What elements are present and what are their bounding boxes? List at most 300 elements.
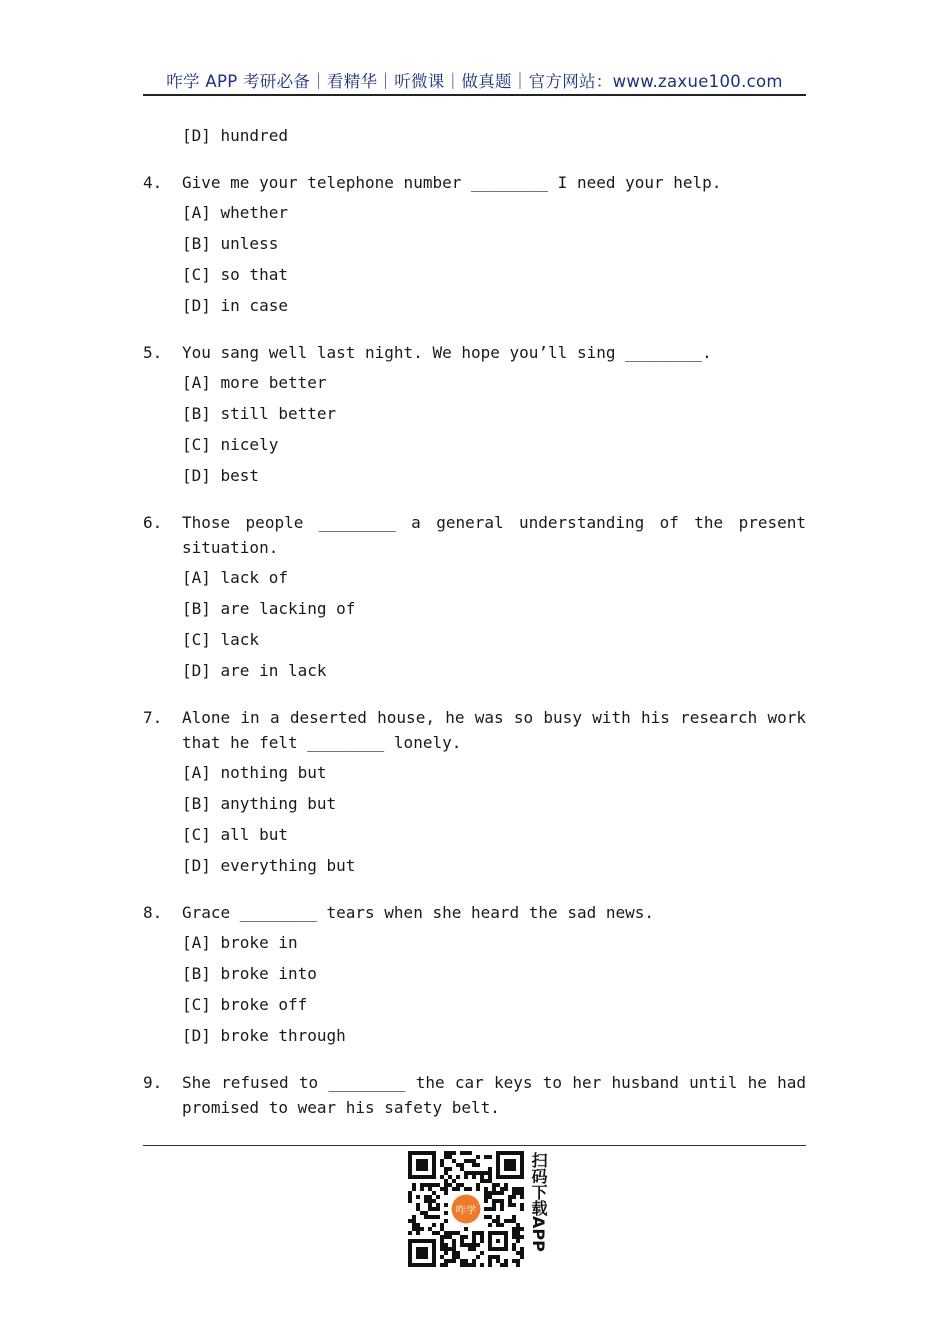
- qr-module: [452, 1151, 456, 1155]
- qr-module: [428, 1183, 432, 1187]
- qr-module: [500, 1263, 504, 1267]
- qr-module: [516, 1227, 520, 1231]
- options: [143, 757, 806, 881]
- qr-module: [428, 1187, 432, 1191]
- qr-module: [500, 1187, 504, 1191]
- qr-module: [440, 1187, 444, 1191]
- qr-module: [512, 1203, 516, 1207]
- question-5: [143, 340, 806, 491]
- qr-module: [476, 1155, 480, 1159]
- qr-module: [488, 1223, 492, 1227]
- qr-module: [484, 1179, 488, 1183]
- qr-module: [436, 1207, 440, 1211]
- qr-module: [492, 1187, 496, 1191]
- qr-module: [520, 1247, 524, 1251]
- qr-module: [464, 1159, 468, 1163]
- qr-code-icon: [408, 1151, 524, 1267]
- qr-module: [440, 1223, 444, 1227]
- option-c: [C] lack: [182, 630, 260, 649]
- qr-module: [500, 1207, 504, 1211]
- qr-module: [416, 1195, 420, 1199]
- qr-module: [452, 1255, 456, 1259]
- qr-module: [496, 1199, 500, 1203]
- qr-module: [512, 1215, 516, 1219]
- option-b: [B] broke into: [182, 964, 317, 983]
- question-stem: [143, 705, 806, 755]
- qr-module: [476, 1187, 480, 1191]
- qr-module: [464, 1243, 468, 1247]
- qr-module: [520, 1203, 524, 1207]
- option-b: [B] still better: [182, 404, 337, 423]
- qr-module: [432, 1207, 436, 1211]
- option: [D] hundred: [182, 126, 288, 145]
- qr-module: [476, 1255, 480, 1259]
- option-b: [B] anything but: [182, 794, 337, 813]
- qr-module: [488, 1171, 492, 1175]
- qr-module: [516, 1187, 520, 1191]
- question-number: 5.: [143, 343, 163, 362]
- qr-module: [452, 1251, 456, 1255]
- qr-module: [472, 1163, 476, 1167]
- qr-module: [484, 1155, 488, 1159]
- question-list: [143, 120, 806, 1120]
- qr-module: [492, 1199, 496, 1203]
- qr-module: [520, 1187, 524, 1191]
- qr-module: [440, 1163, 444, 1167]
- qr-module: [504, 1263, 508, 1267]
- qr-module: [456, 1231, 460, 1235]
- qr-module: [456, 1163, 460, 1167]
- qr-module: [508, 1219, 512, 1223]
- qr-module: [472, 1175, 476, 1179]
- question-text: Those people ________ a general understanding of the present situation.: [182, 513, 806, 557]
- option-a: [A] nothing but: [182, 763, 327, 782]
- question-text: Alone in a deserted house, he was so busy with his research work that he felt ________ lonely.: [182, 708, 806, 752]
- qr-module: [508, 1195, 512, 1199]
- qr-module: [444, 1263, 448, 1267]
- qr-module: [444, 1187, 448, 1191]
- option-c: [C] all but: [182, 825, 288, 844]
- qr-module: [488, 1155, 492, 1159]
- qr-module: [420, 1183, 424, 1187]
- qr-module: [496, 1191, 500, 1195]
- qr-module: [468, 1247, 472, 1251]
- qr-module: [420, 1187, 424, 1191]
- options: [143, 197, 806, 321]
- qr-module: [520, 1207, 524, 1211]
- qr-module: [480, 1231, 484, 1235]
- qr-module: [416, 1231, 420, 1235]
- option-a: [A] whether: [182, 203, 288, 222]
- option-c: [C] broke off: [182, 995, 308, 1014]
- qr-module: [488, 1207, 492, 1211]
- qr-module: [448, 1155, 452, 1159]
- qr-module: [516, 1231, 520, 1235]
- question-4: [143, 170, 806, 321]
- qr-module: [504, 1259, 508, 1263]
- qr-module: [460, 1239, 464, 1243]
- qr-module: [440, 1263, 444, 1267]
- qr-module: [428, 1195, 432, 1199]
- qr-module: [444, 1167, 448, 1171]
- qr-module: [452, 1239, 456, 1243]
- qr-module: [460, 1235, 464, 1239]
- qr-module: [476, 1171, 480, 1175]
- qr-module: [444, 1191, 448, 1195]
- qr-module: [488, 1179, 492, 1183]
- option-b: [B] unless: [182, 234, 279, 253]
- qr-module: [448, 1247, 452, 1251]
- qr-module: [492, 1203, 496, 1207]
- question-number: 8.: [143, 903, 163, 922]
- qr-module: [416, 1223, 420, 1227]
- question-7: [143, 705, 806, 881]
- qr-module: [512, 1259, 516, 1263]
- qr-module: [460, 1167, 464, 1171]
- option-d: [D] are in lack: [182, 661, 327, 680]
- option-d: [D] best: [182, 466, 260, 485]
- qr-module: [512, 1219, 516, 1223]
- question-stem: [143, 340, 806, 365]
- qr-module: [460, 1163, 464, 1167]
- qr-module: [508, 1199, 512, 1203]
- qr-module: [468, 1159, 472, 1163]
- qr-module: [468, 1171, 472, 1175]
- qr-module: [480, 1251, 484, 1255]
- qr-module: [480, 1263, 484, 1267]
- qr-module: [472, 1171, 476, 1175]
- qr-module: [516, 1191, 520, 1195]
- qr-module: [464, 1187, 468, 1191]
- qr-module: [488, 1195, 492, 1199]
- qr-module: [436, 1195, 440, 1199]
- qr-module: [488, 1167, 492, 1171]
- qr-module: [448, 1183, 452, 1187]
- qr-module: [412, 1219, 416, 1223]
- qr-module: [424, 1199, 428, 1203]
- qr-module: [452, 1259, 456, 1263]
- qr-module: [512, 1247, 516, 1251]
- qr-module: [416, 1227, 420, 1231]
- qr-module: [436, 1183, 440, 1187]
- qr-module: [472, 1235, 476, 1239]
- qr-module: [440, 1247, 444, 1251]
- qr-module: [428, 1215, 432, 1219]
- qr-module: [512, 1195, 516, 1199]
- qr-module: [444, 1243, 448, 1247]
- qr-module: [464, 1259, 468, 1263]
- qr-module: [480, 1235, 484, 1239]
- option-a: [A] broke in: [182, 933, 298, 952]
- qr-module: [444, 1231, 448, 1235]
- qr-module: [504, 1187, 508, 1191]
- qr-module: [444, 1203, 448, 1207]
- qr-module: [464, 1235, 468, 1239]
- question-stem: [143, 1070, 806, 1120]
- qr-module: [472, 1263, 476, 1267]
- qr-module: [424, 1215, 428, 1219]
- app-logo-text: 咋学: [455, 1204, 477, 1217]
- question-stem: [143, 510, 806, 560]
- qr-module: [460, 1243, 464, 1247]
- qr-module: [480, 1239, 484, 1243]
- qr-module: [520, 1195, 524, 1199]
- question-number: 9.: [143, 1073, 163, 1092]
- qr-module: [484, 1199, 488, 1203]
- qr-module: [468, 1243, 472, 1247]
- qr-module: [428, 1207, 432, 1211]
- qr-module: [448, 1231, 452, 1235]
- qr-module: [464, 1263, 468, 1267]
- qr-module: [468, 1187, 472, 1191]
- qr-module: [460, 1183, 464, 1187]
- qr-module: [492, 1207, 496, 1211]
- qr-module: [408, 1199, 412, 1203]
- qr-module: [516, 1251, 520, 1255]
- qr-module: [512, 1191, 516, 1195]
- qr-module: [496, 1219, 500, 1223]
- qr-module: [452, 1243, 456, 1247]
- question-9: [143, 1070, 806, 1120]
- qr-module: [452, 1179, 456, 1183]
- qr-module: [440, 1243, 444, 1247]
- qr-module: [512, 1227, 516, 1231]
- qr-module: [520, 1235, 524, 1239]
- qr-module: [456, 1183, 460, 1187]
- qr-module: [452, 1159, 456, 1163]
- qr-module: [488, 1191, 492, 1195]
- qr-module: [492, 1219, 496, 1223]
- qr-module: [448, 1235, 452, 1239]
- qr-module: [516, 1239, 520, 1243]
- qr-module: [412, 1183, 416, 1187]
- qr-module: [420, 1211, 424, 1215]
- qr-module: [444, 1247, 448, 1251]
- option-a: [A] more better: [182, 373, 327, 392]
- option-d: [D] in case: [182, 296, 288, 315]
- qr-module: [500, 1191, 504, 1195]
- qr-module: [488, 1263, 492, 1267]
- qr-module: [416, 1207, 420, 1211]
- option-b: [B] are lacking of: [182, 599, 356, 618]
- option-d: [D] broke through: [182, 1026, 346, 1045]
- qr-module: [460, 1263, 464, 1267]
- qr-module: [476, 1163, 480, 1167]
- question-number: 6.: [143, 513, 163, 532]
- option-c: [C] nicely: [182, 435, 279, 454]
- question-number: 4.: [143, 173, 163, 192]
- qr-module: [476, 1183, 480, 1187]
- question-6: [143, 510, 806, 686]
- qr-module: [436, 1231, 440, 1235]
- qr-module: [492, 1255, 496, 1259]
- qr-module: [452, 1247, 456, 1251]
- qr-module: [480, 1171, 484, 1175]
- qr-module: [484, 1195, 488, 1199]
- option-d: [D] everything but: [182, 856, 356, 875]
- qr-module: [496, 1223, 500, 1227]
- options: [143, 562, 806, 686]
- qr-module: [444, 1183, 448, 1187]
- question-text: Give me your telephone number ________ I need your help.: [182, 173, 722, 192]
- qr-code[interactable]: [408, 1151, 524, 1267]
- qr-module: [448, 1167, 452, 1171]
- qr-module: [484, 1207, 488, 1211]
- qr-caption: 扫码下载APP: [529, 1152, 548, 1252]
- qr-module: [504, 1183, 508, 1187]
- qr-module: [516, 1223, 520, 1227]
- qr-module: [484, 1191, 488, 1195]
- qr-module: [408, 1191, 412, 1195]
- question-number: 7.: [143, 708, 163, 727]
- qr-module: [464, 1227, 468, 1231]
- qr-module: [516, 1235, 520, 1239]
- qr-module: [432, 1191, 436, 1195]
- qr-module: [456, 1251, 460, 1255]
- qr-module: [444, 1219, 448, 1223]
- qr-module: [488, 1215, 492, 1219]
- qr-module: [440, 1255, 444, 1259]
- qr-module: [452, 1187, 456, 1191]
- qr-module: [492, 1191, 496, 1195]
- question-stem: [143, 170, 806, 195]
- qr-module: [452, 1231, 456, 1235]
- qr-module: [440, 1239, 444, 1243]
- qr-module: [516, 1259, 520, 1263]
- qr-module: [472, 1159, 476, 1163]
- qr-module: [468, 1263, 472, 1267]
- qr-module: [428, 1227, 432, 1231]
- qr-module: [500, 1223, 504, 1227]
- qr-module: [428, 1203, 432, 1207]
- qr-module: [472, 1231, 476, 1235]
- qr-module: [504, 1219, 508, 1223]
- qr-module: [460, 1259, 464, 1263]
- qr-module: [500, 1199, 504, 1203]
- prev-question-tail: [143, 120, 806, 151]
- qr-module: [428, 1199, 432, 1203]
- qr-module: [484, 1171, 488, 1175]
- qr-module: [412, 1223, 416, 1227]
- qr-module: [484, 1215, 488, 1219]
- qr-module: [408, 1219, 412, 1223]
- header-text: 咋学 APP 考研必备｜看精华｜听微课｜做真题｜官方网站：www.zaxue100.com: [166, 72, 783, 91]
- qr-module: [440, 1159, 444, 1163]
- qr-module: [448, 1151, 452, 1155]
- qr-module: [444, 1151, 448, 1155]
- qr-module: [436, 1203, 440, 1207]
- qr-module: [456, 1255, 460, 1259]
- qr-module: [500, 1203, 504, 1207]
- qr-module: [488, 1255, 492, 1259]
- qr-module: [432, 1183, 436, 1187]
- qr-module: [488, 1259, 492, 1263]
- qr-module: [412, 1227, 416, 1231]
- qr-module: [480, 1179, 484, 1183]
- qr-module: [464, 1171, 468, 1175]
- options: [143, 367, 806, 491]
- qr-module: [492, 1183, 496, 1187]
- qr-module: [476, 1243, 480, 1247]
- qr-module: [496, 1215, 500, 1219]
- options: [143, 927, 806, 1051]
- qr-module: [432, 1223, 436, 1227]
- qr-module: [412, 1215, 416, 1219]
- qr-module: [472, 1259, 476, 1263]
- qr-module: [488, 1175, 492, 1179]
- option-c: [C] so that: [182, 265, 288, 284]
- qr-module: [460, 1151, 464, 1155]
- page-header: [143, 68, 806, 96]
- qr-module: [420, 1227, 424, 1231]
- qr-module: [472, 1247, 476, 1251]
- qr-module: [408, 1195, 412, 1199]
- option-a: [A] lack of: [182, 568, 288, 587]
- qr-module: [520, 1251, 524, 1255]
- qr-module: [444, 1235, 448, 1239]
- qr-module: [516, 1263, 520, 1267]
- qr-module: [464, 1151, 468, 1155]
- qr-module: [444, 1251, 448, 1255]
- question-text: You sang well last night. We hope you’ll sing ________.: [182, 343, 712, 362]
- qr-module: [440, 1235, 444, 1239]
- footer-divider: [143, 1145, 806, 1146]
- qr-module: [444, 1171, 448, 1175]
- qr-module: [456, 1187, 460, 1191]
- question-text: Grace ________ tears when she heard the sad news.: [182, 903, 655, 922]
- qr-module: [448, 1175, 452, 1179]
- qr-module: [476, 1231, 480, 1235]
- qr-module: [436, 1215, 440, 1219]
- qr-module: [440, 1175, 444, 1179]
- qr-module: [472, 1239, 476, 1243]
- qr-module: [444, 1155, 448, 1159]
- qr-module: [416, 1203, 420, 1207]
- qr-module: [448, 1259, 452, 1263]
- qr-module: [472, 1243, 476, 1247]
- qr-module: [520, 1191, 524, 1195]
- qr-module: [424, 1195, 428, 1199]
- qr-module: [484, 1187, 488, 1191]
- qr-module: [480, 1175, 484, 1179]
- qr-module: [512, 1235, 516, 1239]
- question-stem: [143, 900, 806, 925]
- qr-module: [496, 1255, 500, 1259]
- qr-module: [432, 1199, 436, 1203]
- qr-module: [432, 1215, 436, 1219]
- qr-module: [424, 1211, 428, 1215]
- qr-module: [512, 1243, 516, 1247]
- qr-module: [464, 1175, 468, 1179]
- qr-module: [512, 1187, 516, 1191]
- qr-module: [496, 1259, 500, 1263]
- qr-module: [440, 1227, 444, 1231]
- qr-module: [432, 1231, 436, 1235]
- qr-module: [444, 1211, 448, 1215]
- qr-module: [424, 1183, 428, 1187]
- qr-module: [408, 1231, 412, 1235]
- qr-module: [444, 1259, 448, 1263]
- qr-module: [520, 1255, 524, 1259]
- qr-module: [456, 1175, 460, 1179]
- qr-module: [496, 1183, 500, 1187]
- qr-module: [468, 1151, 472, 1155]
- qr-module: [520, 1227, 524, 1231]
- qr-module: [412, 1187, 416, 1191]
- qr-module: [512, 1231, 516, 1235]
- question-text: She refused to ________ the car keys to her husband until he had promised to wear his safety belt.: [182, 1073, 806, 1117]
- qr-module: [444, 1179, 448, 1183]
